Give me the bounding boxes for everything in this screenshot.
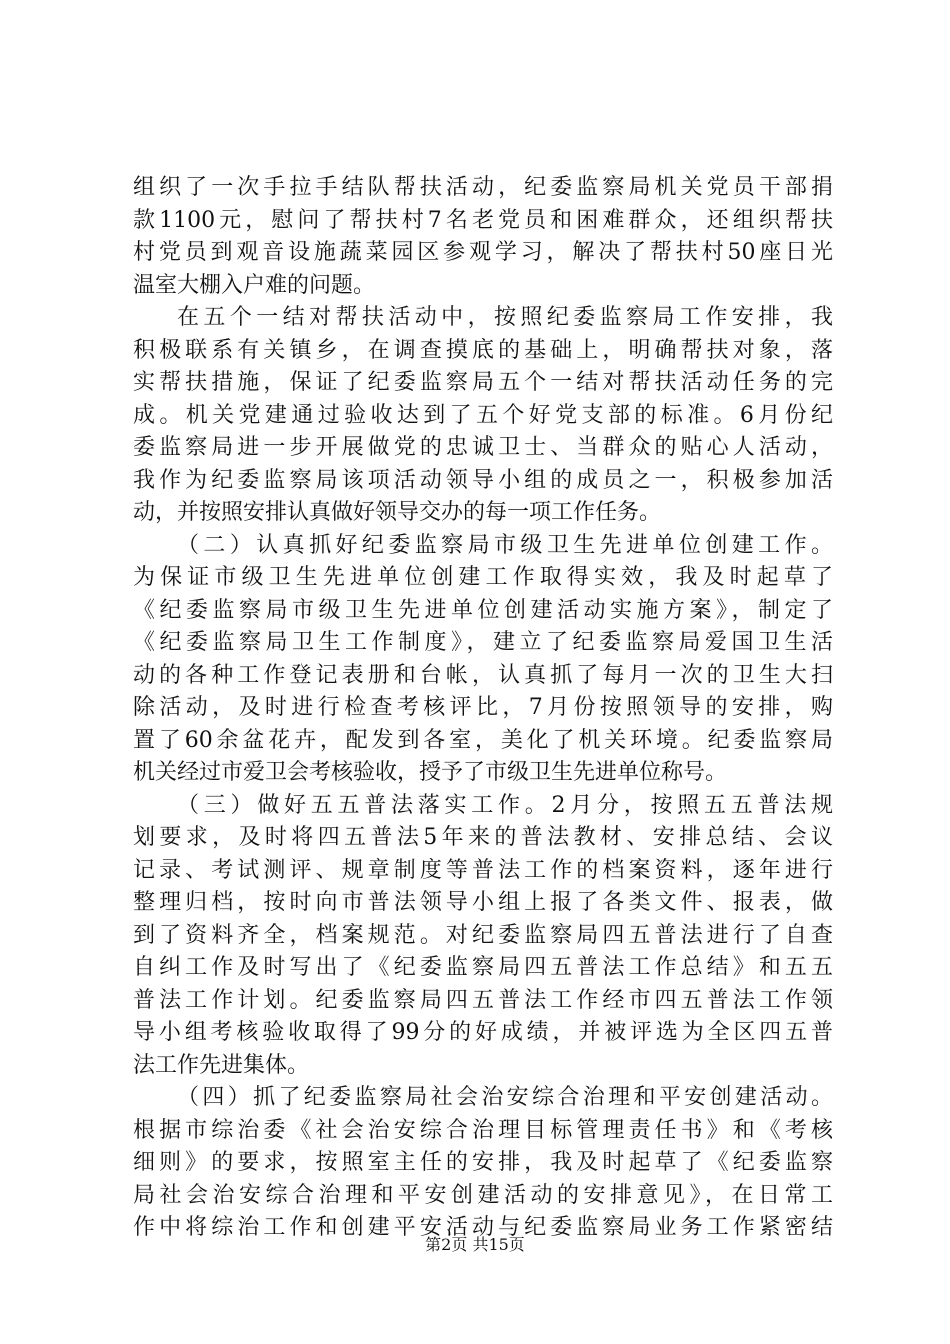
text-line: 组织了一次手拉手结队帮扶活动，纪委监察局机关党员干部捐	[133, 175, 833, 200]
text-line: 作中将综治工作和创建平安活动与纪委监察局业务工作紧密结	[133, 1215, 833, 1240]
text-line: 动的各种工作登记表册和台帐，认真抓了每月一次的卫生大扫	[133, 662, 833, 688]
text-line: 《纪委监察局卫生工作制度》，建立了纪委监察局爱国卫生活	[133, 630, 833, 655]
page-footer: 第2页 共15页	[425, 1235, 525, 1254]
text-line: 整理归档，按时向市普法领导小组上报了各类文件、报表，做	[133, 890, 833, 915]
text-line: 为保证市级卫生先进单位创建工作取得实效，我及时起草了	[133, 565, 833, 590]
text-line: 村党员到观音设施蔬菜园区参观学习，解决了帮扶村50座日光	[133, 240, 833, 265]
text-line: 积极联系有关镇乡，在调查摸底的基础上，明确帮扶对象，落	[133, 337, 833, 363]
text-line: 细则》的要求，按照室主任的安排，我及时起草了《纪委监察	[133, 1150, 833, 1175]
text-line: 自纠工作及时写出了《纪委监察局四五普法工作总结》和五五	[133, 955, 833, 980]
text-line: 实帮扶措施，保证了纪委监察局五个一结对帮扶活动任务的完	[133, 370, 833, 395]
text-line: 机关经过市爱卫会考核验收，授予了市级卫生先进单位称号。	[133, 760, 728, 785]
text-line: 普法工作计划。纪委监察局四五普法工作经市四五普法工作领	[133, 987, 833, 1013]
text-line: （二）认真抓好纪委监察局市级卫生先进单位创建工作。	[177, 532, 833, 558]
text-line: 法工作先进集体。	[133, 1052, 310, 1078]
text-line: 划要求，及时将四五普法5年来的普法教材、安排总结、会议	[133, 825, 833, 850]
text-line: 我作为纪委监察局该项活动领导小组的成员之一，积极参加活	[133, 467, 833, 493]
text-line: 《纪委监察局市级卫生先进单位创建活动实施方案》，制定了	[133, 597, 833, 623]
text-line: 在五个一结对帮扶活动中，按照纪委监察局工作安排，我	[177, 305, 833, 330]
text-line: 款1100元，慰问了帮扶村7名老党员和困难群众，还组织帮扶	[133, 207, 833, 233]
text-line: 局社会治安综合治理和平安创建活动的安排意见》，在日常工	[133, 1182, 833, 1208]
body-text	[133, 172, 833, 1245]
text-line: （四）抓了纪委监察局社会治安综合治理和平安创建活动。	[177, 1085, 833, 1110]
text-line: 记录、考试测评、规章制度等普法工作的档案资料，逐年进行	[133, 857, 833, 883]
text-line: 成。机关党建通过验收达到了五个好党支部的标准。6月份纪	[133, 402, 833, 428]
text-line: 委监察局进一步开展做党的忠诚卫士、当群众的贴心人活动，	[133, 435, 833, 460]
text-line: 动，并按照安排认真做好领导交办的每一项工作任务。	[133, 500, 662, 525]
text-line: 温室大棚入户难的问题。	[133, 272, 376, 298]
text-line: 根据市综治委《社会治安综合治理目标管理责任书》和《考核	[133, 1117, 833, 1143]
text-line: （三）做好五五普法落实工作。2月分，按照五五普法规	[177, 792, 833, 818]
text-line: 到了资料齐全，档案规范。对纪委监察局四五普法进行了自查	[133, 922, 833, 948]
text-line: 除活动，及时进行检查考核评比，7月份按照领导的安排，购	[133, 695, 833, 720]
text-line: 导小组考核验收取得了99分的好成绩，并被评选为全区四五普	[133, 1020, 833, 1045]
text-line: 置了60余盆花卉，配发到各室，美化了机关环境。纪委监察局	[133, 727, 833, 753]
